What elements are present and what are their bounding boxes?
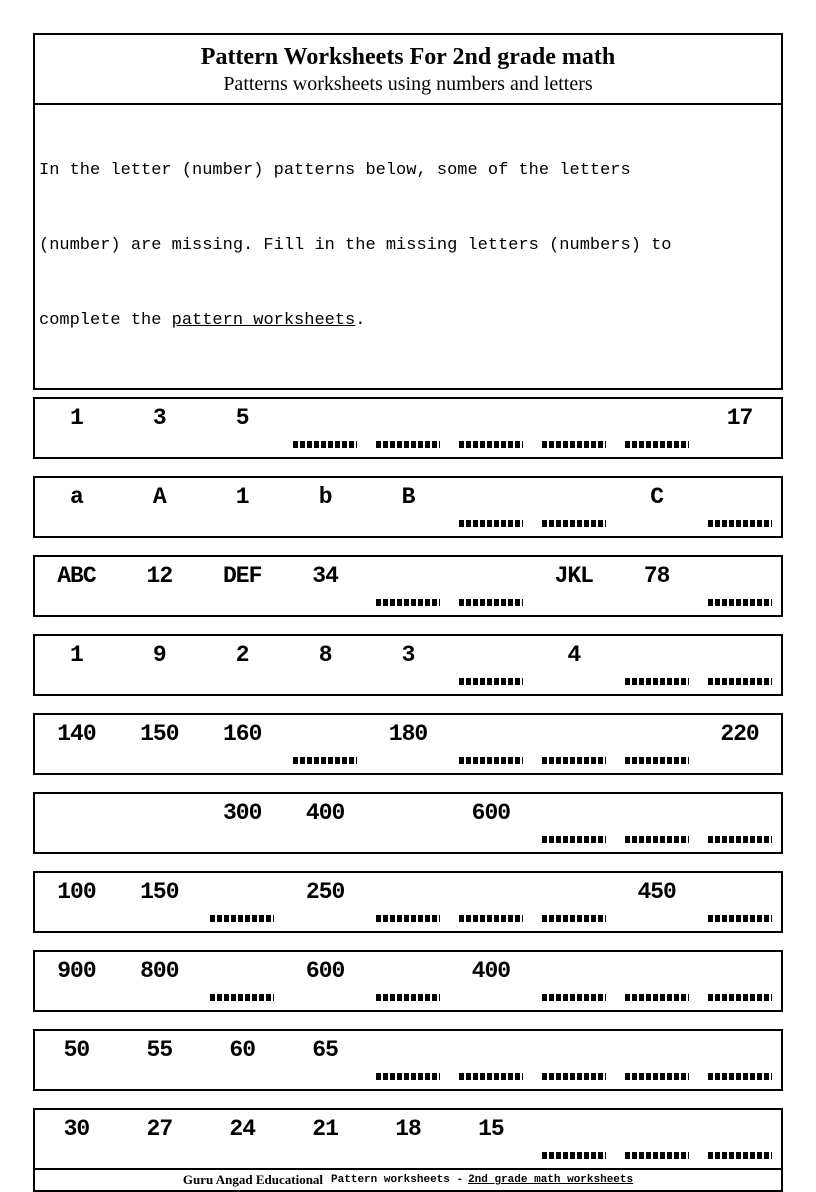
pattern-row-7: [33, 871, 783, 933]
pattern-cell-value: [284, 952, 367, 1010]
pattern-value: 1: [70, 405, 83, 431]
blank-dash-line: [625, 994, 689, 1001]
pattern-cell-blank: [449, 1031, 532, 1089]
pattern-cell-value: [35, 1031, 118, 1089]
pattern-cell-blank: [201, 952, 284, 1010]
pattern-cell-blank: [698, 557, 781, 615]
pattern-cell-value: [284, 1110, 367, 1168]
pattern-row-3: [33, 555, 783, 617]
footer: [33, 1168, 783, 1192]
pattern-cell-blank: [201, 873, 284, 931]
pattern-cell-blank: [698, 1031, 781, 1089]
pattern-cell-value: [284, 873, 367, 931]
pattern-cell-value: [615, 557, 698, 615]
pattern-value: 150: [140, 721, 179, 747]
blank-dash-line: [293, 757, 357, 764]
blank-dash-line: [708, 994, 772, 1001]
pattern-value: 180: [388, 721, 428, 747]
blank-dash-line: [459, 599, 523, 606]
pattern-value: C: [650, 484, 664, 510]
blank-dash-line: [376, 1073, 440, 1080]
blank-dash-line: [625, 757, 689, 764]
pattern-cell-blank: [532, 478, 615, 536]
pattern-cell-blank: [367, 557, 450, 615]
pattern-value: 34: [312, 563, 338, 589]
pattern-cell-value: [35, 952, 118, 1010]
pattern-value: 3: [401, 642, 415, 668]
blank-dash-line: [542, 1073, 606, 1080]
pattern-value: 8: [318, 642, 332, 668]
page-subtitle: Patterns worksheets using numbers and letters: [223, 73, 593, 95]
pattern-value: 220: [720, 721, 759, 747]
pattern-cell-blank: [449, 715, 532, 773]
pattern-cell-value: [201, 557, 284, 615]
blank-dash-line: [459, 757, 523, 764]
pattern-cell-blank: [698, 1110, 781, 1168]
pattern-cell-blank: [698, 636, 781, 694]
pattern-cell-blank: [449, 478, 532, 536]
pattern-cell-blank: [532, 715, 615, 773]
blank-dash-line: [542, 994, 606, 1001]
blank-dash-line: [459, 441, 523, 448]
pattern-cell-blank: [532, 1031, 615, 1089]
pattern-cell-value: [201, 399, 284, 457]
pattern-value: 50: [63, 1037, 90, 1063]
pattern-value: 450: [637, 879, 676, 905]
pattern-cell-value: [615, 873, 698, 931]
blank-dash-line: [376, 994, 440, 1001]
pattern-value: JKL: [554, 563, 593, 589]
pattern-cell-blank: [615, 794, 698, 852]
pattern-value: 15: [478, 1116, 504, 1142]
pattern-cell-value: [35, 715, 118, 773]
pattern-cell-value: [284, 478, 367, 536]
pattern-value: A: [152, 484, 166, 510]
footer-worksheets-link[interactable]: 2nd grade math worksheets: [468, 1174, 634, 1186]
pattern-cell-blank: [615, 399, 698, 457]
blank-dash-line: [210, 915, 274, 922]
blank-dash-line: [293, 441, 357, 448]
pattern-cell-blank: [532, 794, 615, 852]
pattern-cell-value: [118, 1031, 201, 1089]
pattern-cell-blank: [532, 399, 615, 457]
pattern-value: DEF: [223, 563, 262, 589]
pattern-cell-value: [118, 557, 201, 615]
instructions-line-2: (number) are missing. Fill in the missing letters (numbers) to: [39, 236, 672, 255]
blank-dash-line: [708, 915, 772, 922]
blank-dash-line: [542, 836, 606, 843]
pattern-cell-blank: [449, 399, 532, 457]
blank-dash-line: [459, 678, 523, 685]
blank-dash-line: [542, 757, 606, 764]
pattern-worksheets-link[interactable]: pattern worksheets: [171, 311, 356, 330]
pattern-cell-value: [201, 478, 284, 536]
pattern-cell-empty: [118, 794, 201, 852]
pattern-cell-value: [35, 873, 118, 931]
blank-dash-line: [625, 1073, 689, 1080]
title-section: [35, 35, 781, 105]
pattern-cell-value: [532, 636, 615, 694]
pattern-cell-value: [284, 794, 367, 852]
pattern-cell-blank: [449, 557, 532, 615]
pattern-cell-value: [35, 1110, 118, 1168]
pattern-value: b: [318, 484, 332, 510]
pattern-cell-value: [118, 952, 201, 1010]
blank-dash-line: [542, 441, 606, 448]
instructions: [35, 105, 781, 388]
pattern-cell-blank: [615, 1110, 698, 1168]
pattern-cell-blank: [284, 399, 367, 457]
pattern-value: 800: [140, 958, 179, 984]
pattern-value: 400: [305, 800, 345, 826]
pattern-value: 1: [70, 642, 83, 668]
pattern-cell-blank: [367, 399, 450, 457]
pattern-cell-blank: [698, 873, 781, 931]
pattern-cell-blank: [367, 952, 450, 1010]
pattern-cell-value: [201, 1110, 284, 1168]
pattern-cell-blank: [615, 1031, 698, 1089]
blank-dash-line: [625, 441, 689, 448]
pattern-cell-value: [367, 636, 450, 694]
pattern-cell-value: [201, 794, 284, 852]
instructions-line-3-suffix: .: [355, 311, 366, 330]
pattern-cell-blank: [284, 715, 367, 773]
pattern-row-6: [33, 792, 783, 854]
pattern-row-2: [33, 476, 783, 538]
pattern-cell-value: [118, 1110, 201, 1168]
pattern-value: 3: [152, 405, 166, 431]
footer-text: Pattern worksheets -: [331, 1174, 464, 1186]
pattern-cell-blank: [449, 636, 532, 694]
blank-dash-line: [376, 915, 440, 922]
pattern-value: 30: [63, 1116, 90, 1142]
pattern-cell-blank: [615, 715, 698, 773]
blank-dash-line: [210, 994, 274, 1001]
pattern-value: 65: [312, 1037, 338, 1063]
pattern-cell-value: [118, 636, 201, 694]
pattern-value: 9: [152, 642, 166, 668]
pattern-value: 140: [57, 721, 96, 747]
blank-dash-line: [625, 1152, 689, 1159]
pattern-cell-value: [201, 636, 284, 694]
pattern-cell-value: [449, 1110, 532, 1168]
pattern-value: 21: [312, 1116, 338, 1142]
blank-dash-line: [708, 1073, 772, 1080]
pattern-value: 400: [471, 958, 511, 984]
pattern-value: 78: [643, 563, 670, 589]
pattern-cell-empty: [367, 794, 450, 852]
pattern-value: 1: [235, 484, 249, 510]
pattern-value: 250: [305, 879, 345, 905]
pattern-cell-value: [35, 399, 118, 457]
pattern-cell-value: [367, 478, 450, 536]
blank-dash-line: [708, 678, 772, 685]
pattern-value: 24: [229, 1116, 256, 1142]
blank-dash-line: [708, 1152, 772, 1159]
pattern-value: 300: [223, 800, 262, 826]
pattern-value: 2: [235, 642, 249, 668]
blank-dash-line: [708, 599, 772, 606]
pattern-cell-value: [118, 478, 201, 536]
blank-dash-line: [542, 1152, 606, 1159]
pattern-row-10: [33, 1108, 783, 1170]
pattern-cell-value: [367, 1110, 450, 1168]
pattern-row-9: [33, 1029, 783, 1091]
blank-dash-line: [459, 520, 523, 527]
pattern-value: 55: [146, 1037, 173, 1063]
blank-dash-line: [708, 836, 772, 843]
pattern-row-8: [33, 950, 783, 1012]
pattern-row-5: [33, 713, 783, 775]
instructions-line-1: In the letter (number) patterns below, some of the letters: [39, 161, 631, 180]
pattern-cell-value: [698, 715, 781, 773]
pattern-cell-blank: [698, 952, 781, 1010]
pattern-cell-blank: [367, 1031, 450, 1089]
blank-dash-line: [625, 678, 689, 685]
pattern-cell-value: [201, 715, 284, 773]
header-box: [33, 33, 783, 390]
pattern-cell-value: [35, 636, 118, 694]
pattern-row-4: [33, 634, 783, 696]
blank-dash-line: [542, 520, 606, 527]
pattern-value: 600: [305, 958, 345, 984]
blank-dash-line: [708, 520, 772, 527]
blank-dash-line: [459, 915, 523, 922]
blank-dash-line: [625, 836, 689, 843]
pattern-cell-value: [449, 794, 532, 852]
pattern-value: ABC: [57, 563, 96, 589]
pattern-cell-blank: [532, 1110, 615, 1168]
pattern-cell-value: [615, 478, 698, 536]
pattern-value: 60: [229, 1037, 256, 1063]
pattern-value: a: [70, 484, 83, 510]
blank-dash-line: [376, 599, 440, 606]
pattern-cell-blank: [615, 636, 698, 694]
pattern-cell-value: [367, 715, 450, 773]
pattern-cell-value: [35, 478, 118, 536]
pattern-cell-blank: [615, 952, 698, 1010]
instructions-line-3: [39, 308, 777, 333]
pattern-cell-value: [118, 399, 201, 457]
pattern-value: 18: [395, 1116, 421, 1142]
pattern-value: 27: [146, 1116, 173, 1142]
pattern-cell-value: [201, 1031, 284, 1089]
pattern-cell-blank: [698, 478, 781, 536]
pattern-value: 900: [57, 958, 96, 984]
pattern-cell-empty: [35, 794, 118, 852]
pattern-cell-blank: [367, 873, 450, 931]
pattern-value: 100: [57, 879, 96, 905]
footer-brand: Guru Angad Educational: [182, 1172, 324, 1187]
pattern-value: 12: [146, 563, 173, 589]
pattern-value: B: [401, 484, 415, 510]
blank-dash-line: [542, 915, 606, 922]
instructions-line-3-prefix: complete the: [39, 311, 172, 330]
pattern-cell-value: [532, 557, 615, 615]
pattern-cell-value: [118, 715, 201, 773]
pattern-value: 160: [223, 721, 262, 747]
pattern-value: 5: [235, 405, 249, 431]
page-title: Pattern Worksheets For 2nd grade math: [200, 44, 616, 70]
pattern-value: 4: [567, 642, 581, 668]
pattern-value: 600: [471, 800, 511, 826]
blank-dash-line: [459, 1073, 523, 1080]
pattern-cell-value: [449, 952, 532, 1010]
pattern-cell-blank: [532, 952, 615, 1010]
pattern-value: 17: [726, 405, 753, 431]
pattern-rows: [33, 397, 783, 1170]
pattern-cell-value: [284, 557, 367, 615]
pattern-cell-blank: [698, 794, 781, 852]
pattern-cell-value: [284, 636, 367, 694]
pattern-cell-value: [284, 1031, 367, 1089]
pattern-cell-value: [698, 399, 781, 457]
pattern-cell-blank: [449, 873, 532, 931]
pattern-cell-value: [118, 873, 201, 931]
pattern-cell-value: [35, 557, 118, 615]
blank-dash-line: [376, 441, 440, 448]
pattern-value: 150: [140, 879, 179, 905]
pattern-row-1: [33, 397, 783, 459]
pattern-cell-blank: [532, 873, 615, 931]
